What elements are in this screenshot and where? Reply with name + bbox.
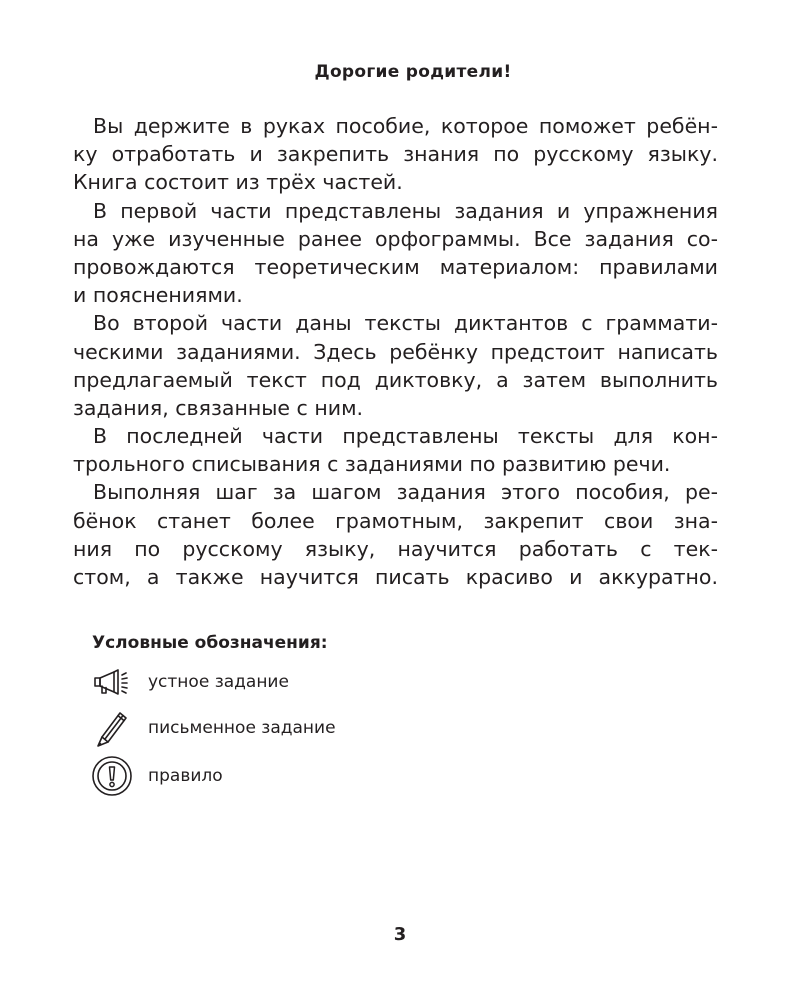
text-line: задания, связанные с ним. [73,395,364,420]
exclamation-circle-icon [92,756,134,796]
legend-label: письменное задание [148,718,336,738]
legend-item-written [92,708,336,748]
legend-title: Условные обозначения: [92,633,328,653]
megaphone-icon [92,662,134,702]
text-line: и пояснениями. [73,283,243,308]
legend-item-oral [92,662,289,702]
text-line: Вы держите в руках пособие, которое поможет ребён- [93,114,718,138]
legend-label: устное задание [148,672,289,692]
text-line: Книга состоит из трёх частей. [73,170,403,195]
text-line: Во второй части даны тексты диктантов с граммати- [93,311,718,336]
text-line: ческими заданиями. Здесь ребёнку предстоит написать [73,339,718,364]
page-title: Дорогие родители! [314,62,512,82]
legend-item-rule [92,756,223,796]
text-line: ку отработать и закрепить знания по русскому языку. [73,142,718,167]
text-line: бёнок станет более грамотным, закрепит свои зна- [73,508,718,533]
text-line: В первой части представлены задания и упражнения [93,198,718,223]
text-line: трольного списывания с заданиями по развитию речи. [73,452,671,477]
text-line: Выполняя шаг за шагом задания этого пособия, ре- [93,480,718,505]
intro-text [73,112,718,591]
text-line: на уже изученные ранее орфограммы. Все задания со- [73,226,718,251]
pencil-icon [92,708,134,748]
page-number: 3 [393,924,407,945]
legend-label: правило [148,766,223,786]
text-line: В последней части представлены тексты для кон- [93,424,718,449]
text-line: стом, а также научится писать красиво и аккуратно. [73,565,718,589]
text-line: провождаются теоретическим материалом: правилами [73,254,718,279]
text-line: ния по русскому языку, научится работать с тек- [73,536,718,561]
text-line: предлагаемый текст под диктовку, а затем выполнить [73,367,718,392]
